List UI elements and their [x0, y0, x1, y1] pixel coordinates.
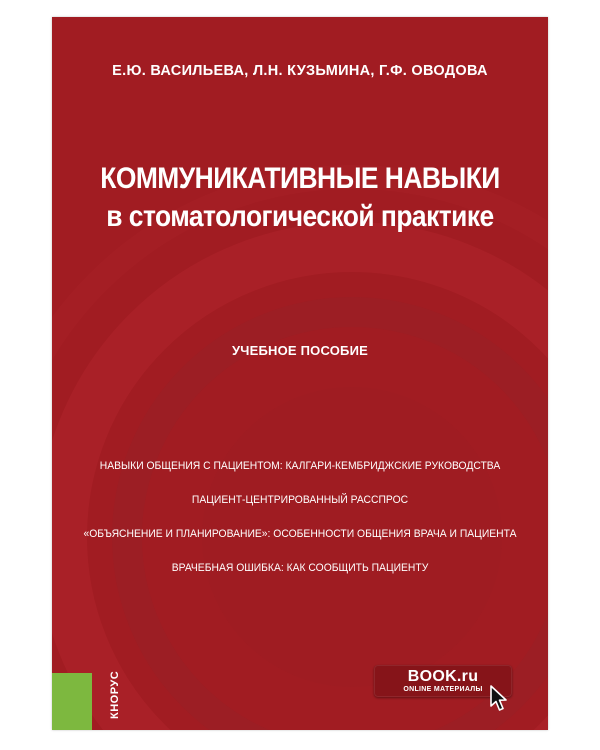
topic-item: «ОБЪЯСНЕНИЕ И ПЛАНИРОВАНИЕ»: ОСОБЕННОСТИ ОБЩЕНИЯ ВРАЧА И ПАЦИЕНТА: [83, 528, 517, 540]
topic-item: ВРАЧЕБНАЯ ОШИБКА: КАК СООБЩИТЬ ПАЦИЕНТУ: [171, 562, 429, 574]
mouse-pointer-icon: [489, 685, 511, 713]
bookru-brand: BOOK.ru: [407, 668, 479, 685]
book-cover: [52, 17, 548, 730]
publisher-logo: КНОРУС: [109, 670, 121, 719]
publisher-green-bar: [52, 673, 92, 730]
bookru-subtitle: ONLINE МАТЕРИАЛЫ: [403, 686, 483, 693]
topics-list: [52, 459, 548, 595]
book-subtitle: УЧЕБНОЕ ПОСОБИЕ: [231, 343, 368, 358]
topic-item: НАВЫКИ ОБЩЕНИЯ С ПАЦИЕНТОМ: КАЛГАРИ-КЕМБРИДЖСКИЕ РУКОВОДСТВА: [99, 460, 501, 472]
book-title-line-2: в стоматологической практике: [106, 200, 494, 233]
book-title-line-1: КОММУНИКАТИВНЫЕ НАВЫКИ: [100, 162, 500, 195]
authors: Е.Ю. ВАСИЛЬЕВА, Л.Н. КУЗЬМИНА, Г.Ф. ОВОДОВА: [112, 63, 488, 79]
book-title: [82, 160, 518, 236]
cover-arc-decoration: [52, 17, 548, 730]
topic-item: ПАЦИЕНТ-ЦЕНТРИРОВАННЫЙ РАССПРОС: [191, 494, 409, 506]
